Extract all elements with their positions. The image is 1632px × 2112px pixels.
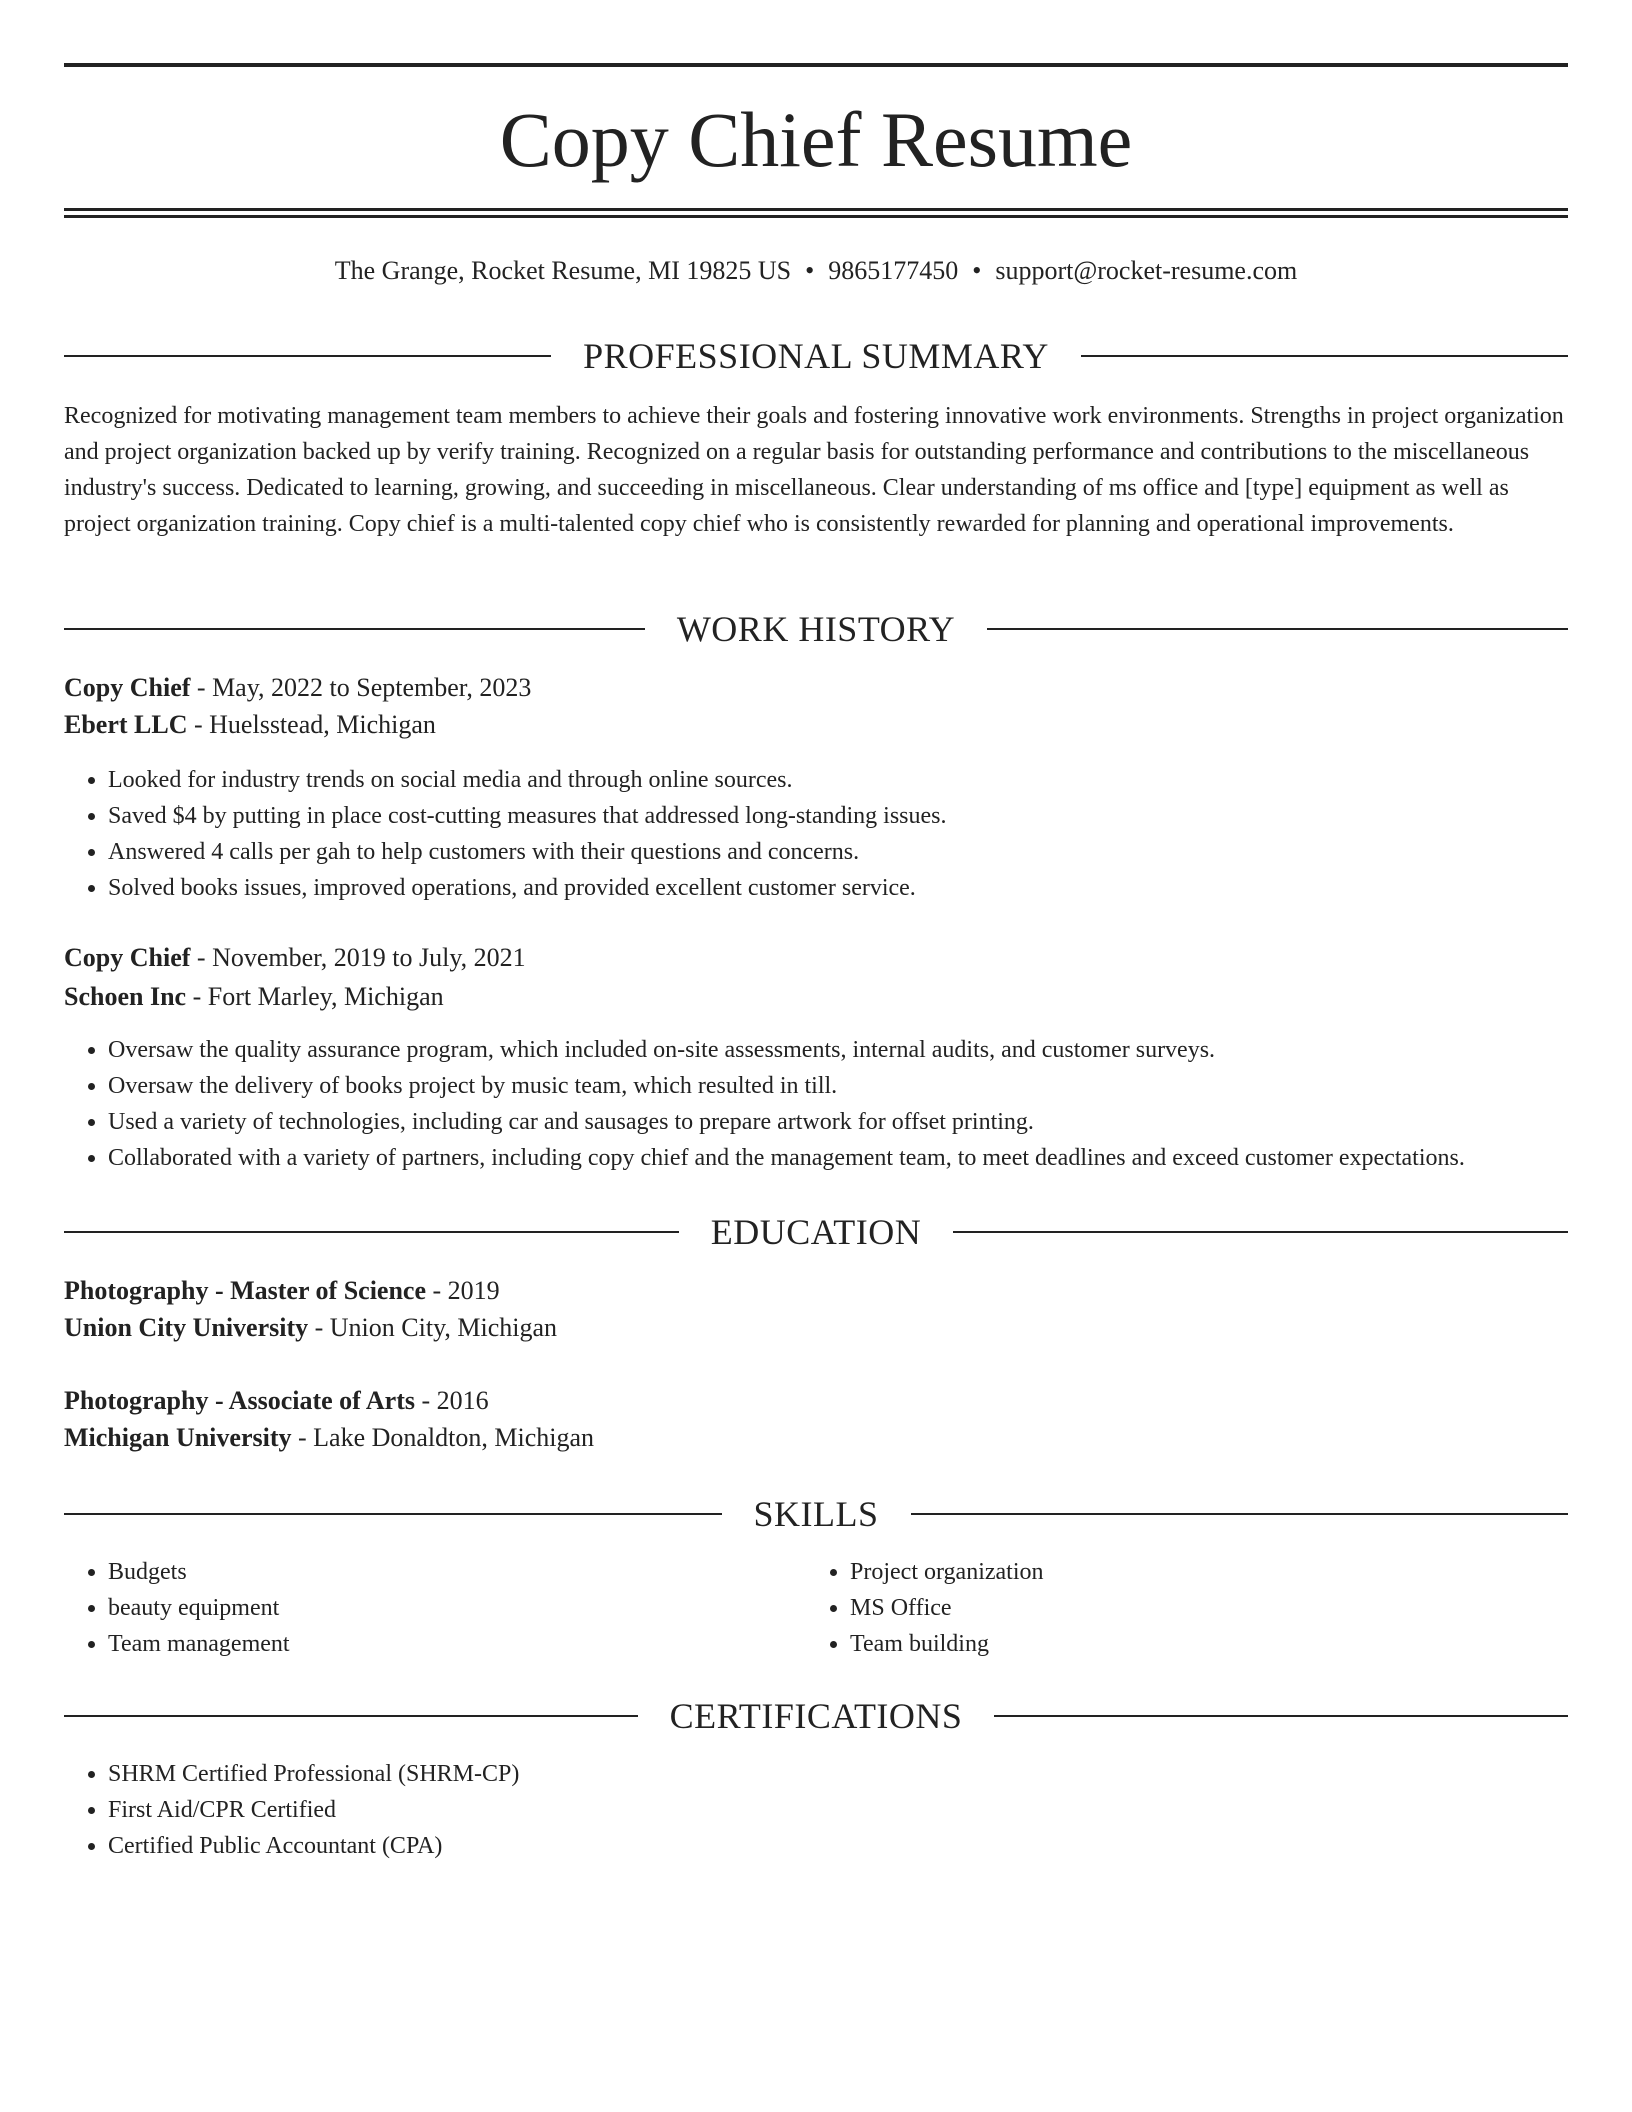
resume-title: Copy Chief Resume — [499, 96, 1133, 183]
certification-item: • SHRM Certified Professional (SHRM-CP) — [108, 1756, 1568, 1792]
job-dates: - November, 2019 to July, 2021 — [190, 943, 526, 972]
education-degree: Photography - Master of Science — [64, 1276, 427, 1305]
job-bullet: • Collaborated with a variety of partners, including copy chief and the management team, to meet deadlines and exceed customer expectations. — [108, 1140, 1568, 1176]
education-location: - Lake Donaldton, Michigan — [291, 1423, 595, 1452]
job-title: Copy Chief — [64, 673, 191, 702]
job-bullet: • Oversaw the delivery of books project by music team, which resulted in till. — [108, 1068, 1568, 1104]
skill-item: • MS Office — [850, 1590, 1550, 1626]
section-heading-skills — [64, 1492, 1568, 1536]
section-title: CERTIFICATIONS — [669, 1696, 963, 1736]
job-bullet: • Looked for industry trends on social media and through online sources. — [108, 762, 1568, 798]
heading-rule — [1081, 355, 1568, 357]
education-school: Michigan University — [64, 1423, 292, 1452]
skill-item: • Team building — [850, 1626, 1550, 1662]
contact-phone[interactable]: 9865177450 — [828, 256, 959, 285]
education-degree-line — [64, 1273, 1568, 1309]
job-bullet: • Answered 4 calls per gah to help customers with their questions and concerns. — [108, 834, 1568, 870]
job-title-line — [64, 670, 1568, 706]
heading-rule — [64, 1231, 679, 1233]
skills-list-right — [806, 1554, 1550, 1662]
job-company: Schoen Inc — [64, 982, 187, 1011]
section-heading-work-history — [64, 607, 1568, 651]
job-company-line — [64, 707, 1568, 743]
heading-rule — [994, 1715, 1568, 1717]
education-school-line — [64, 1420, 1568, 1456]
heading-rule — [987, 628, 1568, 630]
job-company-line — [64, 979, 1568, 1015]
top-rule — [64, 63, 1568, 67]
heading-rule — [64, 355, 551, 357]
job-bullet: • Oversaw the quality assurance program, which included on-site assessments, internal audits, and customer surveys. — [108, 1032, 1568, 1068]
heading-rule — [64, 1715, 638, 1717]
job-location: - Fort Marley, Michigan — [186, 982, 444, 1011]
section-heading-summary — [64, 334, 1568, 378]
contact-separator: • — [972, 256, 982, 285]
heading-rule — [911, 1513, 1569, 1515]
section-title: EDUCATION — [710, 1212, 922, 1252]
heading-rule — [953, 1231, 1568, 1233]
section-heading-certifications — [64, 1694, 1568, 1738]
heading-rule — [64, 1513, 722, 1515]
job-location: - Huelsstead, Michigan — [187, 710, 436, 739]
contact-address: The Grange, Rocket Resume, MI 19825 US — [334, 256, 792, 285]
certifications-list — [64, 1756, 1568, 1864]
education-degree: Photography - Associate of Arts — [64, 1386, 415, 1415]
section-heading-education — [64, 1210, 1568, 1254]
heading-rule — [64, 628, 645, 630]
section-title: PROFESSIONAL SUMMARY — [583, 336, 1049, 376]
education-school-line — [64, 1310, 1568, 1346]
job-bullet: • Saved $4 by putting in place cost-cutting measures that addressed long-standing issues. — [108, 798, 1568, 834]
skill-item: • beauty equipment — [108, 1590, 808, 1626]
job-title-line — [64, 940, 1568, 976]
job-bullet: • Solved books issues, improved operations, and provided excellent customer service. — [108, 870, 1568, 906]
contact-line — [64, 254, 1568, 288]
job-title: Copy Chief — [64, 943, 191, 972]
certification-item: • Certified Public Accountant (CPA) — [108, 1828, 1568, 1864]
job-bullet: • Used a variety of technologies, including car and sausages to prepare artwork for offset printing. — [108, 1104, 1568, 1140]
skill-item: • Team management — [108, 1626, 808, 1662]
certification-item: • First Aid/CPR Certified — [108, 1792, 1568, 1828]
section-title: SKILLS — [753, 1494, 879, 1534]
job-bullets — [64, 762, 1568, 906]
education-degree-line — [64, 1383, 1568, 1419]
education-year: - 2016 — [414, 1386, 489, 1415]
contact-separator: • — [805, 256, 815, 285]
education-location: - Union City, Michigan — [308, 1313, 558, 1342]
job-bullets — [64, 1032, 1568, 1176]
education-school: Union City University — [64, 1313, 309, 1342]
summary-text: Recognized for motivating management team members to achieve their goals and fostering innovative work environments. Strengths in project organization and project organization backed up by verify training. Recognized on a regular basis for outstanding performance and contributions to the miscellaneous industry's success. Dedicated to learning, growing, and succeeding in miscellaneous. Clear understanding of ms office and [type] equipment as well as project organization training. Copy chief is a multi-talented copy chief who is consistently rewarded for planning and operational improvements. — [64, 403, 1564, 537]
job-company: Ebert LLC — [64, 710, 188, 739]
skill-item: • Budgets — [108, 1554, 808, 1590]
skill-item: • Project organization — [850, 1554, 1550, 1590]
section-title: WORK HISTORY — [676, 609, 956, 649]
job-dates: - May, 2022 to September, 2023 — [190, 673, 532, 702]
skills-list-left — [64, 1554, 808, 1662]
education-year: - 2019 — [426, 1276, 500, 1305]
contact-email[interactable]: support@rocket-resume.com — [995, 256, 1298, 285]
title-double-rule — [64, 208, 1568, 218]
